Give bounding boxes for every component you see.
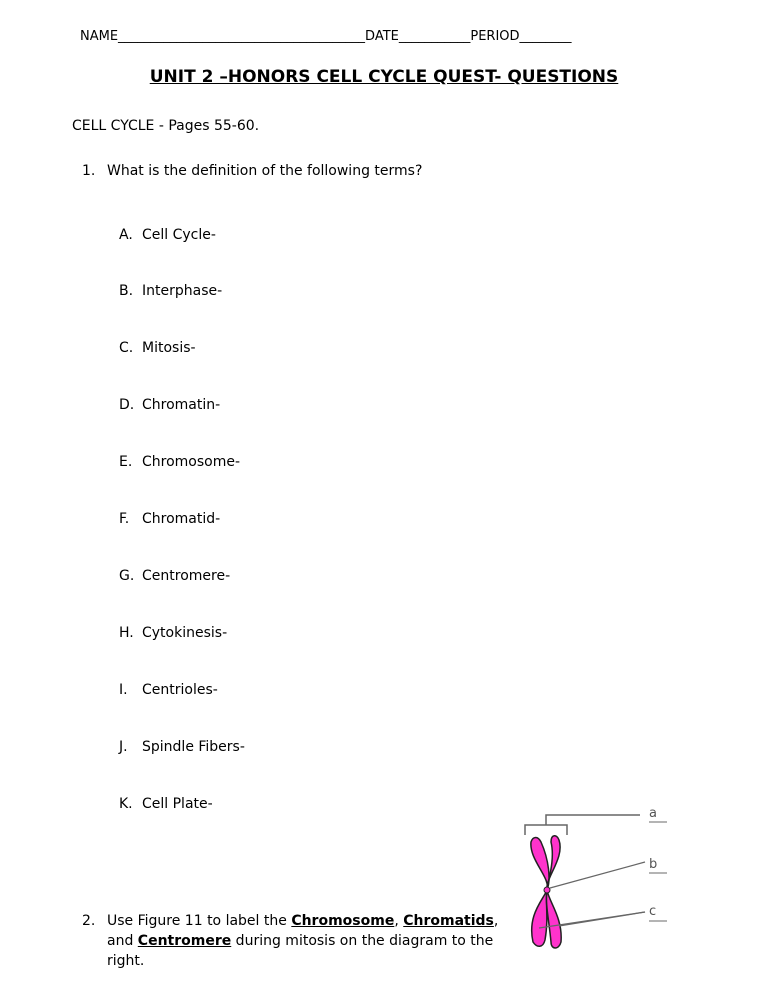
term-item [119,340,196,356]
term-item [119,283,222,299]
term-letter: E. [119,454,133,470]
term-letter: K. [119,796,133,812]
chromosome-diagram [515,800,685,974]
term-letter: G. [119,568,135,584]
question-text: What is the definition of the following terms? [107,163,423,179]
term-label: Spindle Fibers- [142,739,245,755]
keyword-centromere: Centromere [137,933,232,949]
term-label: Chromatid- [142,511,221,527]
keyword-chromatids: Chromatids [403,913,494,929]
question-2 [72,911,512,971]
term-letter: J. [119,739,128,755]
name-date-period-line: NAME______________________________________DATE___________PERIOD________ [80,29,572,44]
term-item [119,682,218,698]
leader-line-a [546,815,640,825]
term-label: Cell Cycle- [142,227,216,243]
term-item [119,511,220,527]
term-item [119,227,216,243]
label-c: c [649,904,657,919]
section-heading: CELL CYCLE - Pages 55-60. [72,118,260,134]
term-label: Centrioles- [142,682,218,698]
bracket-line [525,825,567,835]
centromere [544,887,550,893]
term-letter: I. [119,682,128,698]
leader-line-c2 [559,912,645,926]
term-label: Chromatin- [142,397,221,413]
term-item [119,454,240,470]
label-a: a [649,806,657,821]
question-number: 1. [82,163,96,179]
term-letter: B. [119,283,134,299]
page-title: UNIT 2 –HONORS CELL CYCLE QUEST- QUESTIONS [149,67,619,87]
term-label: Centromere- [142,568,231,584]
label-b: b [649,857,658,872]
term-item [119,397,220,413]
term-label: Cell Plate- [142,796,213,812]
term-label: Cytokinesis- [142,625,228,641]
question-number: 2. [82,913,96,929]
text-part: during mitosis on the diagram to the right. [107,933,494,969]
term-letter: F. [119,511,130,527]
term-letter: A. [119,227,133,243]
term-letter: H. [119,625,134,641]
question-1 [72,163,422,179]
term-letter: D. [119,397,135,413]
term-item [119,625,227,641]
text-part: Use Figure 11 to label the [107,913,292,929]
keyword-chromosome: Chromosome [291,913,395,929]
question-text [107,911,512,971]
leader-line-b [550,862,645,888]
chromosome-figure [515,800,685,970]
term-item [119,739,245,755]
term-item [119,796,213,812]
text-part: , [394,913,404,929]
term-label: Chromosome- [142,454,241,470]
text-part: , and [107,913,499,949]
term-item [119,568,230,584]
term-letter: C. [119,340,134,356]
term-label: Interphase- [142,283,223,299]
term-label: Mitosis- [142,340,196,356]
